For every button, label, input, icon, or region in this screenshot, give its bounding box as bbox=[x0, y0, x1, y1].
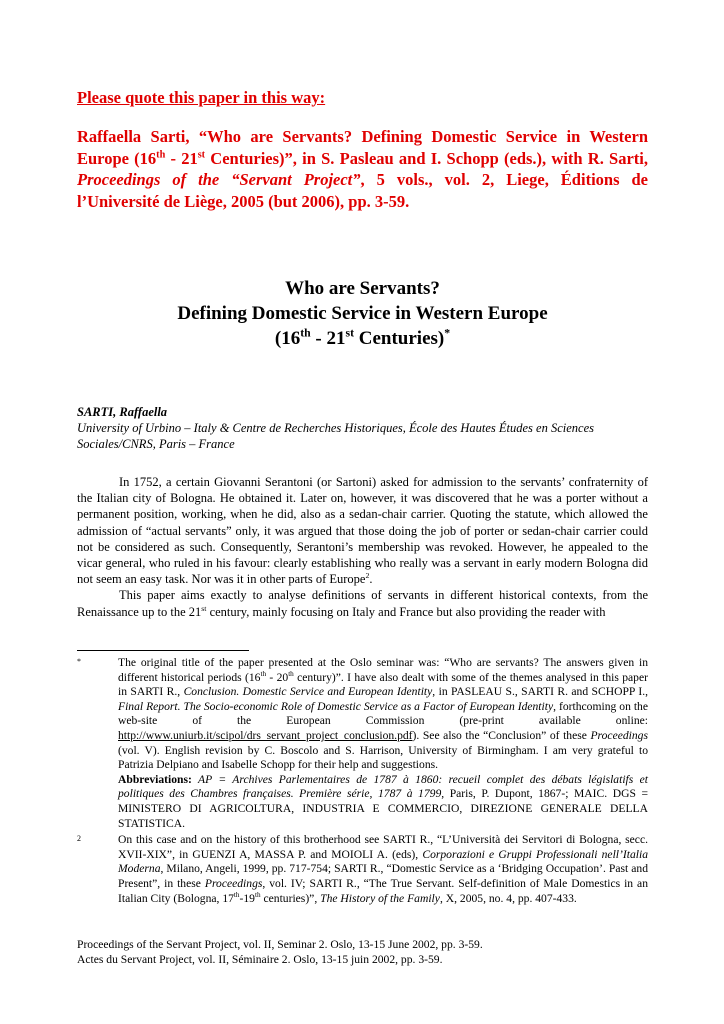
title-footnote-mark: * bbox=[444, 326, 451, 340]
paragraph-text: This paper aims exactly to analyse definitions of servants in different historical contexts, from the Renaissance up to the 21 bbox=[77, 588, 648, 619]
footer-line-fr: Actes du Servant Project, vol. II, Séminaire 2. Oslo, 13-15 juin 2002, pp. 3-59. bbox=[77, 953, 443, 966]
fn-sup: th bbox=[254, 890, 261, 899]
fn-italic: Proceedings bbox=[590, 728, 648, 742]
footnote-1 bbox=[77, 656, 648, 831]
title-text: Centuries) bbox=[354, 328, 445, 349]
footnote-text bbox=[118, 833, 648, 906]
fn-text: -19 bbox=[239, 891, 255, 905]
body-text bbox=[77, 474, 648, 620]
citation-sup: th bbox=[156, 149, 166, 160]
fn-text: On this case and on the history of this brotherhood see SARTI R., “L’Università dei Servitori di Bologna, secc. XVII-XIX”, in GUENZI A, MASSA P. and MOIOLI A. (eds), bbox=[118, 833, 648, 861]
citation-italic: Proceedings of the “Servant Project” bbox=[77, 170, 361, 189]
page-footer bbox=[77, 937, 648, 967]
fn-sup: th bbox=[288, 669, 294, 678]
fn-italic: Proceedings bbox=[204, 876, 263, 890]
paragraph-text: . bbox=[369, 572, 373, 587]
title-line-3 bbox=[77, 326, 648, 351]
quote-instruction-heading: Please quote this paper in this way: bbox=[77, 88, 326, 107]
fn-text: ). See also the “Conclusion” of these bbox=[412, 728, 591, 742]
fn-text: , in PASLEAU S., SARTI R. and SCHOPP I., bbox=[432, 685, 649, 699]
fn-text: century)”. I have also dealt with some of the themes analysed in this paper in SARTI R., bbox=[118, 670, 648, 699]
fn-text: , vol. IV; SARTI R., “The True Servant. Self-definition of Male Domestics in an Italian City (Bologna, 17 bbox=[118, 876, 648, 905]
citation-text: - 21 bbox=[165, 148, 198, 168]
title-text: - 21 bbox=[310, 328, 346, 349]
paper-title bbox=[77, 276, 648, 351]
fn-sup: th bbox=[233, 890, 240, 899]
fn-text: , forthcoming on the web-site of the European Commission (pre-print available online: bbox=[118, 699, 648, 728]
paragraph-sup: st bbox=[201, 603, 207, 613]
fn-italic: Corporazioni e Gruppi Professionali nell’Italia Moderna bbox=[118, 847, 649, 876]
footnote-divider bbox=[77, 650, 249, 651]
fn-text: , Milano, Angeli, 1999, pp. 717-754; SARTI R., “Domestic Service as a ‘Bridging Occupation’. Past and Present”, in these bbox=[118, 862, 648, 890]
body-paragraph-1 bbox=[77, 474, 648, 587]
author-block bbox=[77, 404, 648, 452]
footnote-ref: 2 bbox=[365, 571, 370, 581]
fn-text: The original title of the paper presented at the Oslo seminar was: “Who are servants? The answers given in different historical periods (16 bbox=[118, 656, 648, 684]
abbreviations-label: Abbreviations: bbox=[118, 772, 192, 786]
fn-text: , X, 2005, no. 4, pp. 407-433. bbox=[439, 891, 577, 905]
title-text: (16 bbox=[274, 328, 301, 349]
author-name: SARTI, Raffaella bbox=[77, 405, 168, 419]
fn-italic: AP = Archives Parlementaires de 1787 à 1860: recueil complet des débats législatifs et politiques des Chambres françaises. Première série, 1787 à 1799 bbox=[118, 772, 648, 801]
title-sup: th bbox=[300, 326, 311, 340]
paragraph-text: century, mainly focusing on Italy and France but also providing the reader with bbox=[206, 604, 606, 619]
fn-sup: th bbox=[260, 669, 267, 678]
fn-text: - 20 bbox=[266, 670, 289, 684]
footnote-link[interactable]: http://www.uniurb.it/scipol/drs_servant_project_conclusion.pdf bbox=[118, 728, 413, 742]
fn-text: centuries)”, bbox=[260, 891, 321, 905]
footnote-text bbox=[118, 656, 648, 831]
fn-text: (vol. V). English revision by C. Boscolo and S. Harrison, University of Birmingham. I am very grateful to Patrizia Delpiano and Isabelle Schopp for their help and suggestions. bbox=[118, 743, 648, 772]
citation-text: Raffaella Sarti, “Who are Servants? Defining Domestic Service in Western Europe (16 bbox=[77, 127, 648, 168]
fn-italic: Conclusion. Domestic Service and European Identity bbox=[183, 685, 433, 699]
citation-text: , 5 vols., vol. 2, Liege, Éditions de l’Université de Liège, 2005 (but 2006), pp. 3-59. bbox=[77, 170, 648, 211]
fn-italic: Final Report. The Socio-economic Role of Domestic Service as a Factor of European Identity bbox=[118, 699, 554, 713]
fn-italic: The History of the Family bbox=[320, 891, 440, 905]
paragraph-text: In 1752, a certain Giovanni Serantoni (or Sartoni) asked for admission to the servants’ confraternity of the Italian city of Bologna. He obtained it. Later on, however, it was discovered that he was a porter without a permanent position, working, when he did, also as a sedan-chair carrier. Quoting the statute, which allowed the admission of “actual servants” only, it was argued that those doing the job of porter or sedan-chair carrier could not be considered as such. Consequently, Serantoni’s membership was revoked. However, he appealed to the vicar general, who ruled in his favour: clearly establishing who really was a servant in early modern Bologna did not seem an easy task. Nor was it in other parts of Europe bbox=[77, 475, 648, 587]
footnote-mark: 2 bbox=[77, 834, 81, 844]
body-paragraph-2 bbox=[77, 587, 648, 619]
title-line-2: Defining Domestic Service in Western Europe bbox=[177, 303, 548, 324]
citation-block bbox=[77, 126, 648, 212]
footnote-2 bbox=[77, 833, 648, 906]
fn-text: , Paris, P. Dupont, 1867-; MAIC. DGS = MINISTERO DI AGRICOLTURA, INDUSTRIA E COMMERCIO, DIREZIONE GENERALE DELLA STATISTICA. bbox=[118, 787, 648, 830]
title-line-1: Who are Servants? bbox=[285, 278, 440, 299]
footer-line-en: Proceedings of the Servant Project, vol. II, Seminar 2. Oslo, 13-15 June 2002, pp. 3-59. bbox=[77, 938, 483, 951]
footnote-mark: * bbox=[77, 657, 81, 666]
footnotes bbox=[77, 656, 648, 908]
author-affiliation: University of Urbino – Italy & Centre de Recherches Historiques, École des Hautes Études en Sciences Sociales/CNRS, Paris – France bbox=[77, 421, 594, 451]
citation-sup: st bbox=[197, 149, 206, 160]
title-sup: st bbox=[345, 326, 354, 340]
citation-text: Centuries)”, in S. Pasleau and I. Schopp (eds.), with R. Sarti, bbox=[205, 148, 648, 168]
